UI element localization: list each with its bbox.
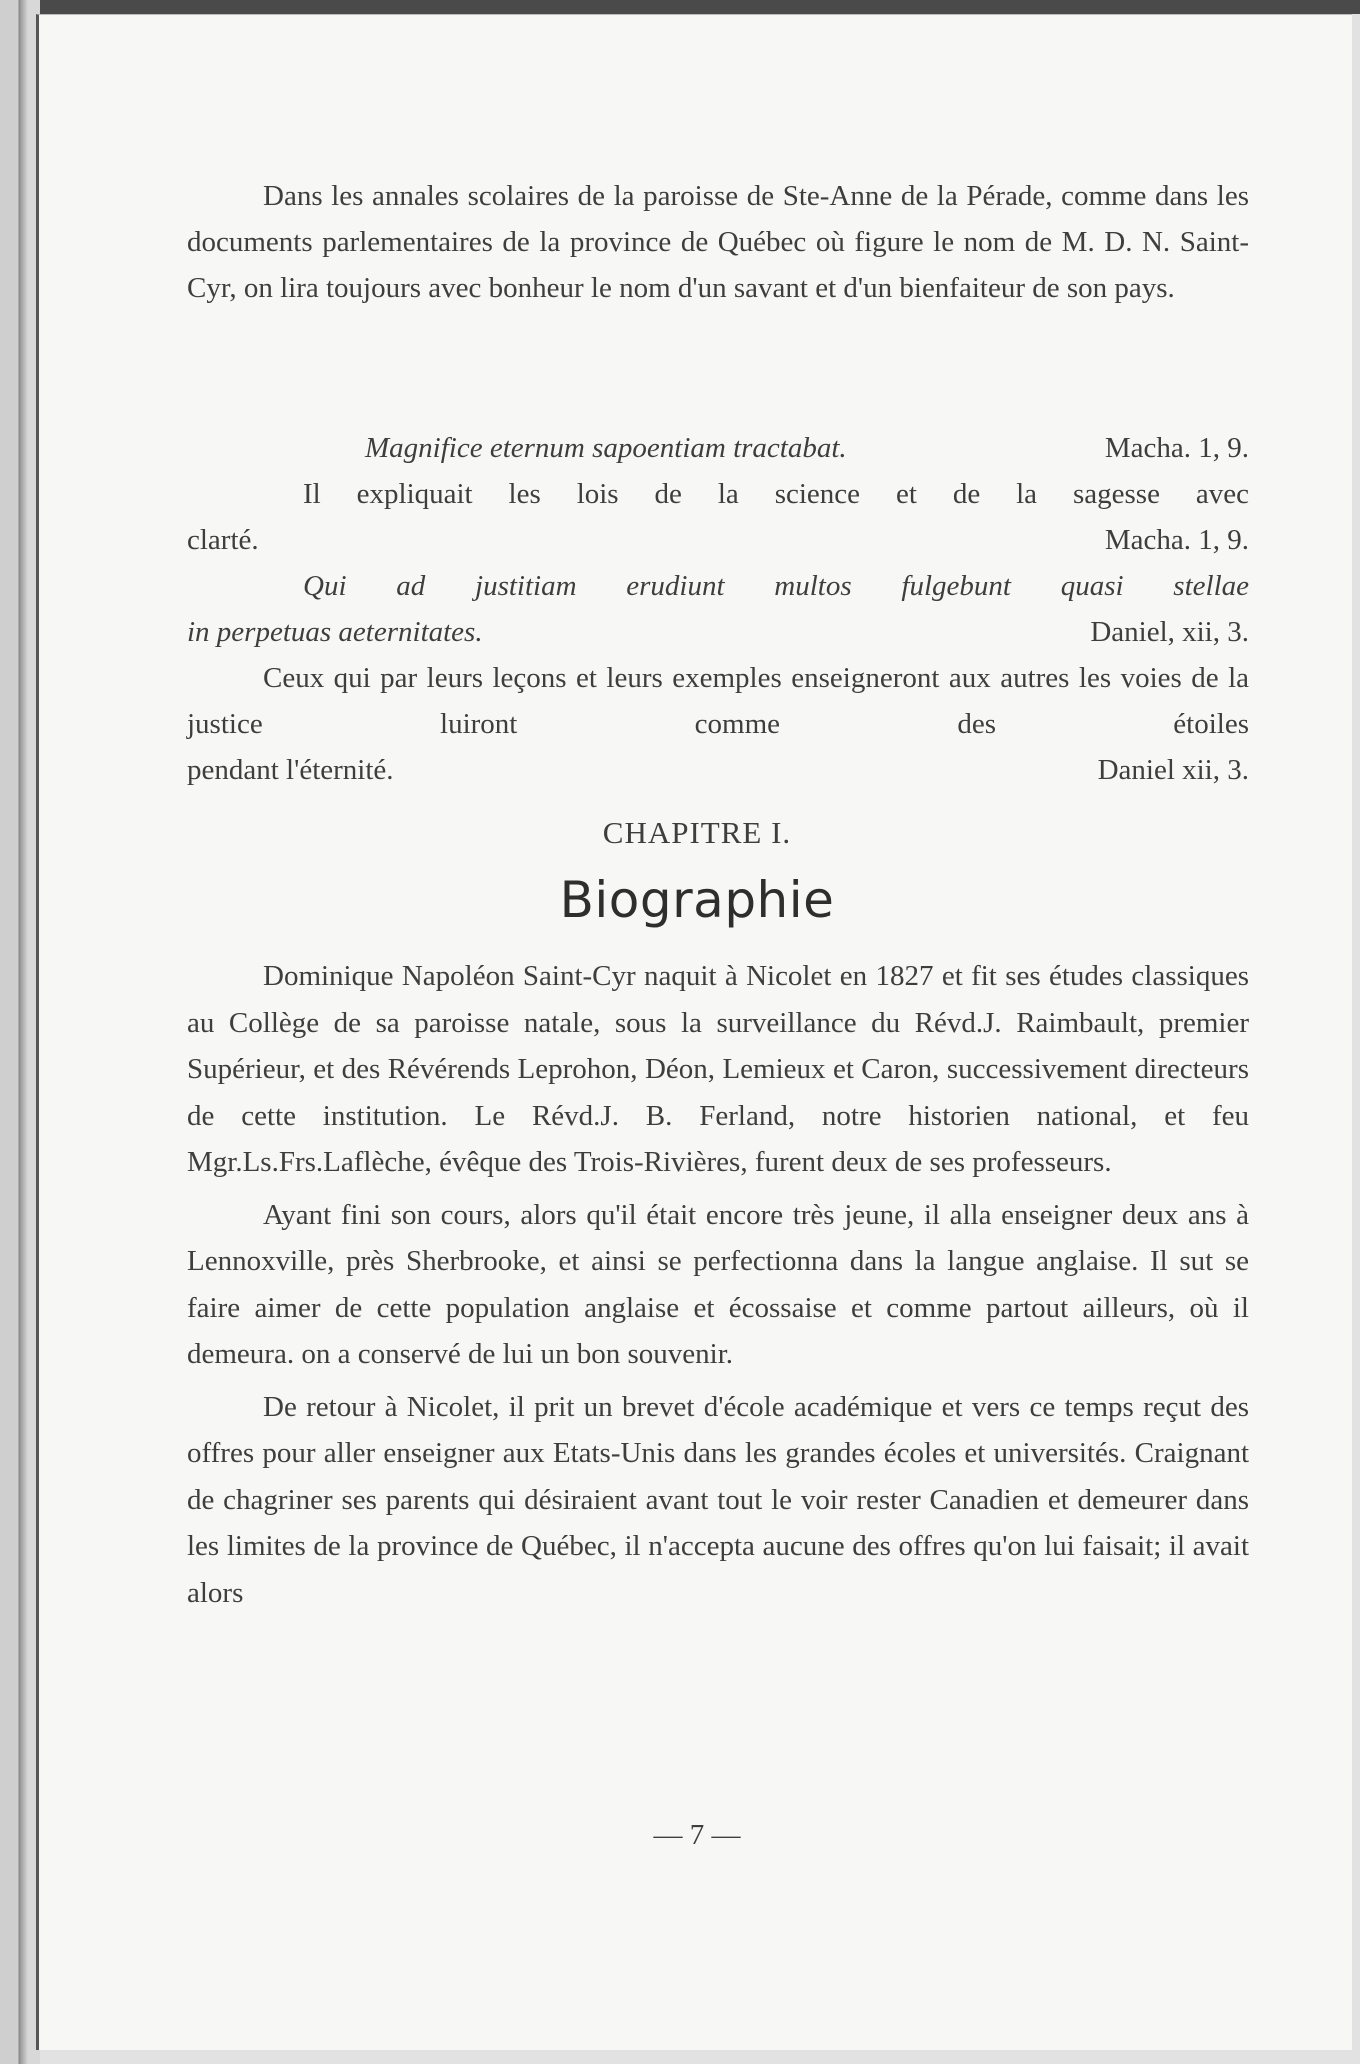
quote-latin-1-text: Magnifice eternum sapoentiam tractabat.: [365, 432, 847, 464]
quote-french-2-cont: pendant l'éternité.: [187, 754, 394, 786]
scan-top-edge: [0, 0, 1360, 14]
intro-paragraph: [187, 173, 1249, 311]
quote-latin-2: [187, 563, 1249, 609]
intro-text: Dans les annales scolaires de la paroisse de Ste-Anne de la Pérade, comme dans les documents parlementaires de la province de Québec où figure le nom de M. D. N. Saint-Cyr, on lira toujours avec bonheur le nom d'un savant et d'un bienfaiteur de son pays.: [187, 180, 1249, 304]
quote-french-2-line3: [187, 747, 1249, 793]
quote-french-2: [187, 655, 1249, 747]
quote-latin-2-cont: in perpetuas aeternitates.: [187, 616, 483, 648]
quote-latin-2-ref: Daniel, xii, 3.: [1090, 616, 1249, 648]
quote-french-2-text: Ceux qui par leurs leçons et leurs exemples enseigneront aux autres les voies de la justice luiront comme des étoiles: [187, 662, 1249, 740]
quote-french-1: [187, 471, 1249, 517]
quote-french-1-text: Il expliquait les lois de la science et de la sagesse avec: [303, 478, 1249, 510]
quote-latin-1: [187, 425, 1249, 471]
body-paragraph-3: De retour à Nicolet, il prit un brevet d'école académique et vers ce temps reçut des offres pour aller enseigner aux Etats-Unis dans les grandes écoles et universités. Craignant de chagriner ses parents qui désiraient avant tout le voir rester Canadien et demeurer dans les limites de la province de Québec, il n'accepta aucune des offres qu'on lui faisait; il avait alors: [187, 1390, 1249, 1609]
body-paragraph-2: Ayant fini son cours, alors qu'il était encore très jeune, il alla enseigner deux ans à Lennoxville, près Sherbrooke, et ainsi se perfectionna dans la langue anglaise. Il sut se faire aimer de cette population anglaise et écossaise et comme partout ailleurs, où il demeura. on a conservé de lui un bon souvenir.: [187, 1198, 1249, 1370]
quote-french-1-cont: clarté.: [187, 524, 259, 556]
chapter-label: CHAPITRE I.: [602, 815, 792, 850]
quote-french-1-ref: Macha. 1, 9.: [1104, 524, 1249, 556]
quote-french-1-line2: [187, 517, 1249, 563]
biography-body: [187, 953, 1249, 1622]
page-number: — 7 —: [653, 1819, 741, 1851]
quote-latin-2-text: Qui ad justitiam erudiunt multos fulgebunt quasi stellae: [303, 570, 1249, 602]
quote-latin-1-ref: Macha. 1, 9.: [1104, 432, 1249, 464]
body-paragraph-1: Dominique Napoléon Saint-Cyr naquit à Nicolet en 1827 et fit ses études classiques au Collège de sa paroisse natale, sous la surveillance du Révd.J. Raimbault, premier Supérieur, et des Révérends Leprohon, Déon, Lemieux et Caron, successivement directeurs de cette institution. Le Révd.J. B. Ferland, notre historien national, et feu Mgr.Ls.Frs.Laflèche, évêque des Trois-Rivières, furent deux de ses professeurs.: [187, 960, 1249, 1178]
chapter-title: Biographie: [559, 871, 835, 929]
book-page: [36, 14, 1352, 2050]
quote-french-2-ref: Daniel xii, 3.: [1097, 754, 1249, 786]
quote-latin-2-line2: [187, 609, 1249, 655]
scan-left-edge: [0, 0, 40, 2064]
